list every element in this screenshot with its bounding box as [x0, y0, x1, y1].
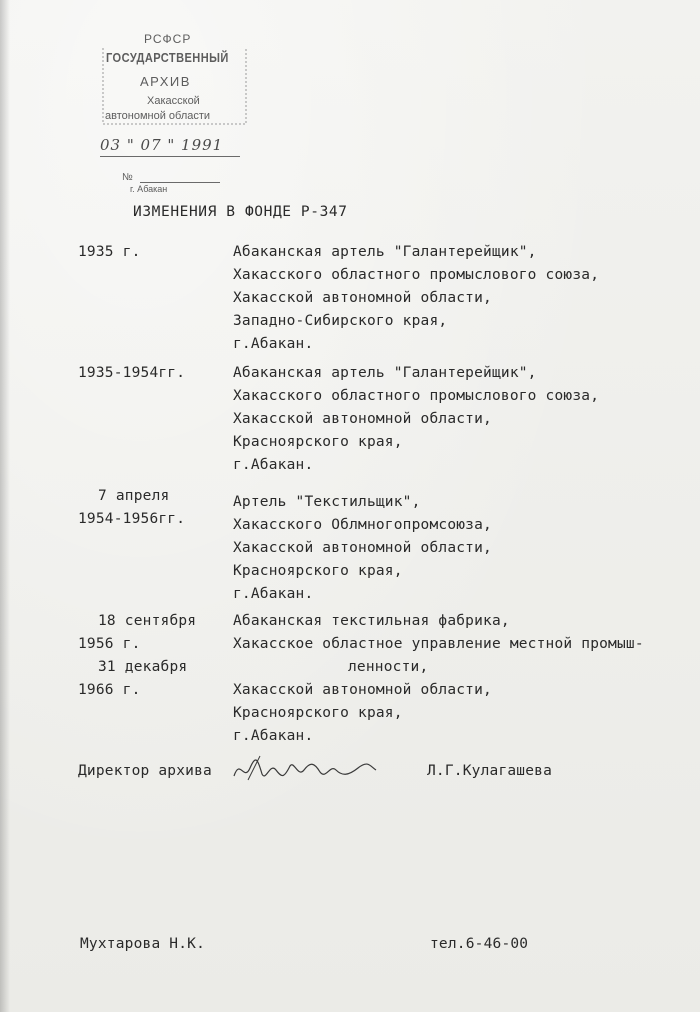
- signature-title: Директор архива: [78, 763, 212, 779]
- entry-4-line: Красноярского края,: [233, 705, 403, 721]
- entry-3-line: г.Абакан.: [233, 586, 314, 602]
- stamp-line-archive: АРХИВ: [140, 74, 191, 89]
- archive-stamp: [100, 28, 250, 198]
- stamp-number-underline: [140, 182, 220, 183]
- entry-3-line: Красноярского края,: [233, 563, 403, 579]
- entry-2-line: Хакасского областного промыслового союза,: [233, 388, 600, 404]
- entry-1-line: Хакасского областного промыслового союза,: [233, 267, 600, 283]
- signature-name: Л.Г.Кулагашева: [427, 763, 553, 779]
- entry-3-line: Артель "Текстильщик",: [233, 494, 421, 510]
- document-heading: ИЗМЕНЕНИЯ В ФОНДЕ Р-347: [133, 204, 348, 220]
- entry-3-line: Хакасского Облмногопромсоюза,: [233, 517, 492, 533]
- entry-3-line: Хакасской автономной области,: [233, 540, 492, 556]
- entry-4-period-year-start: 1956 г.: [78, 636, 141, 652]
- entry-4-line: Абаканская текстильная фабрика,: [233, 613, 510, 629]
- entry-1-line: Западно-Сибирского края,: [233, 313, 448, 329]
- entry-4-line: г.Абакан.: [233, 728, 314, 744]
- handwritten-signature-icon: [230, 752, 380, 788]
- entry-1-line: г.Абакан.: [233, 336, 314, 352]
- entry-2-line: Абаканская артель "Галантерейщик",: [233, 365, 537, 381]
- entry-3-period-range: 1954-1956гг.: [78, 511, 186, 527]
- entry-2-line: Хакасской автономной области,: [233, 411, 492, 427]
- stamp-line-region: Хакасской: [147, 95, 200, 107]
- entry-2-line: г.Абакан.: [233, 457, 314, 473]
- entry-4-line-continuation: ленности,: [348, 659, 429, 675]
- entry-2-line: Красноярского края,: [233, 434, 403, 450]
- entry-1-line: Хакасской автономной области,: [233, 290, 492, 306]
- stamp-number: №: [122, 172, 133, 183]
- entry-4-line: Хакасской автономной области,: [233, 682, 492, 698]
- stamp-line-rsfsr: РСФСР: [144, 32, 192, 46]
- stamp-date-underline: [100, 156, 240, 157]
- stamp-line-state: ГОСУДАРСТВЕННЫЙ: [106, 50, 229, 65]
- stamp-date: 03 " 07 " 1991: [100, 136, 224, 154]
- entry-1-line: Абаканская артель "Галантерейщик",: [233, 244, 537, 260]
- entry-2-period: 1935-1954гг.: [78, 365, 186, 381]
- entry-4-period-year-end: 1966 г.: [78, 682, 141, 698]
- scan-edge-shadow: [0, 0, 10, 1012]
- stamp-line-autonomous: автономной области: [105, 110, 211, 122]
- entry-3-period-start: 7 апреля: [98, 488, 170, 504]
- entry-4-period-end: 31 декабря: [98, 659, 188, 675]
- stamp-city: г. Абакан: [130, 184, 168, 194]
- executor-name: Мухтарова Н.К.: [80, 936, 206, 952]
- entry-4-line: Хакасское областное управление местной промыш-: [233, 636, 644, 652]
- phone-number: тел.6-46-00: [430, 936, 529, 952]
- entry-4-period-start: 18 сентября: [98, 613, 197, 629]
- entry-1-period: 1935 г.: [78, 244, 141, 260]
